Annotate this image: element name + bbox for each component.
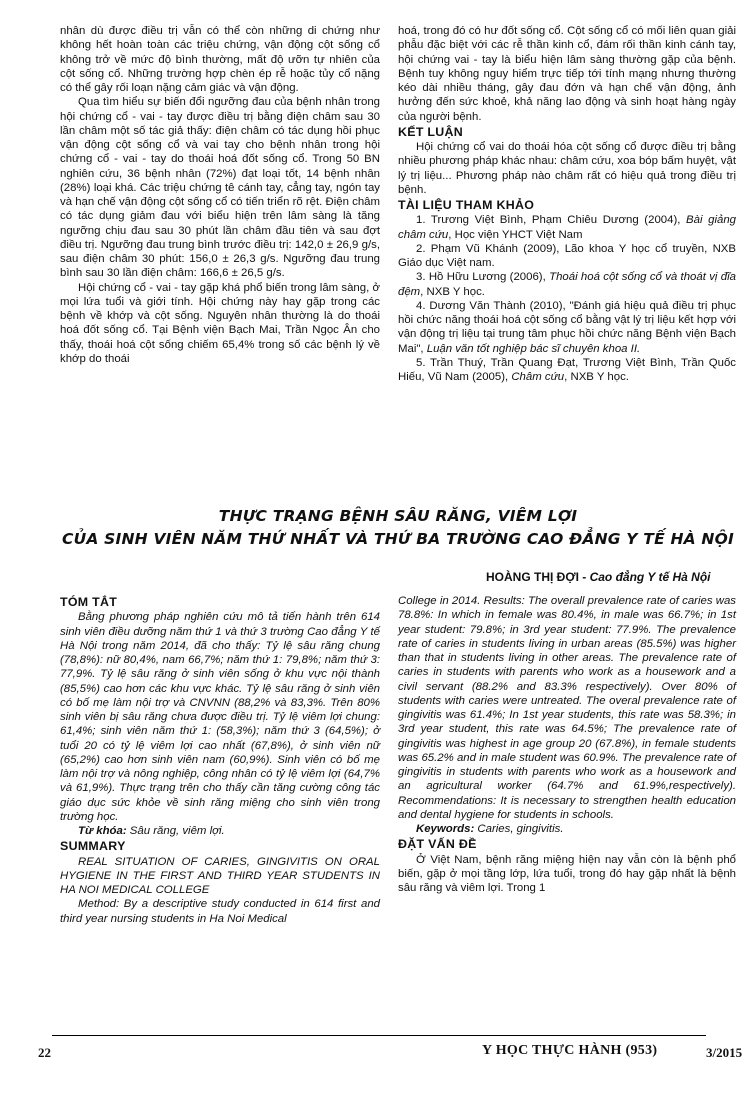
reference-item: 4. Dương Văn Thành (2010), "Đánh giá hiệu quả điều trị phục hồi chức năng thoái hoá cột sống cổ bằng vật lý trị liệu kết hợp với vận động trị liệu tại trung tâm phục hồi chức năng Bệnh viện Bạch Mai", Luận văn tốt nghiệp bác sĩ chuyên khoa II.	[398, 299, 736, 355]
author-line	[486, 570, 711, 584]
conclusion-heading: KẾT LUẬN	[398, 124, 464, 139]
keywords-vietnamese: Từ khóa: Sâu răng, viêm lợi.	[78, 825, 225, 837]
prev-article-left-column	[60, 24, 380, 366]
prev-paragraph-continued: hoá, trong đó có hư đốt sống cổ. Cột sống cổ có mối liên quan giải phẫu đặc biệt với các rễ thần kinh cổ, đám rối thần kinh cánh tay, hội chứng vai - tay là biểu hiện lâm sàng thường gặp của bệnh. Bệnh tuy không nguy hiểm trực tiếp tới tính mạng nhưng thường kéo dài nhiều tháng, gây đau đớn và hạn chế vận động, ảnh hưởng đến sức khoẻ, khả năng lao động và sinh hoạt hàng ngày của người bệnh.	[398, 25, 736, 123]
summary-heading: SUMMARY	[60, 839, 126, 854]
reference-list	[398, 213, 736, 384]
article-title-line-2: CỦA SINH VIÊN NĂM THỨ NHẤT VÀ THỨ BA TRƯỜNG CAO ĐẲNG Y TẾ HÀ NỘI	[62, 530, 734, 548]
article-title-line-1: THỰC TRẠNG BỆNH SÂU RĂNG, VIÊM LỢI	[218, 507, 578, 525]
author-name: HOÀNG THỊ ĐỢI -	[486, 570, 590, 584]
prev-paragraph: Hội chứng cổ - vai - tay gặp khá phổ biến trong lâm sàng, ở mọi lứa tuổi và giới tính. Hội chứng này hay gặp trong các bệnh về khớp và cột sống. Nguyên nhân thường là do thoái hoá đốt sống cổ. Tại Bệnh viện Bạch Mai, Trần Ngọc Ân cho thấy, thoái hoá cột sống chiếm 65,4% trong số các bệnh lý về khớp do thoái	[60, 281, 380, 365]
article-left-column	[60, 594, 380, 926]
english-title: REAL SITUATION OF CARIES, GINGIVITIS ON ORAL HYGIENE IN THE FIRST AND THIRD YEAR STUDENTS IN HA NOI MEDICAL COLLEGE	[60, 855, 380, 896]
keywords-english: Keywords: Caries, gingivitis.	[416, 823, 564, 835]
abstract-heading: TÓM TẮT	[60, 595, 118, 609]
page-number: 22	[38, 1045, 51, 1060]
article-right-column	[398, 594, 736, 895]
reference-item: 3. Hồ Hữu Lương (2006), Thoái hoá cột sống cổ và thoát vị đĩa đệm, NXB Y học.	[398, 271, 736, 298]
issue-number: 3/2015	[706, 1045, 743, 1060]
conclusion-text: Hội chứng cổ vai do thoái hóa cột sống cổ được điều trị bằng nhiều phương pháp khác nhau: châm cứu, xoa bóp bấm huyệt, vật lý trị liệu... Phương pháp nào châm rất có hiệu quả trong điều trị bệnh.	[398, 141, 736, 196]
author-affiliation: Cao đẳng Y tế Hà Nội	[589, 570, 711, 584]
prev-paragraph: Qua tìm hiểu sự biến đổi ngưỡng đau của bệnh nhân trong hội chứng cổ - vai - tay được điều trị bằng điện châm sau 30 lần châm một số tác giả thấy: điện châm có tác dụng hồi phục vận động cột sống cổ và vai tay cho bệnh nhân trong hội chứng cổ - vai - tay do thoái hoá đốt sống cổ. Trong 50 BN nghiên cứu, 36 bệnh nhân (72%) đạt loại tốt, 14 bệnh nhân (28%) loại khá. Các triệu chứng tê cánh tay, cẳng tay, ngón tay và hạn chế vận động cột sống cổ có tiến triển rõ rệt. Điện châm có tác dụng giảm đau với biểu hiện trên lâm sàng là tăng ngưỡng chịu đau sau 30 phút lần châm đầu tiên và sau đợt điều trị. Ngưỡng đau trung bình trước điều trị: 142,0 ± 26,9 g/s, sau điện châm 30 phút: 156,0 ± 26,3 g/s. Ngưỡng đau trung bình sau 30 lần điện châm: 166,6 ± 26,5 g/s.	[60, 96, 380, 280]
introduction-heading: ĐẶT VẤN ĐỀ	[398, 837, 477, 852]
english-method: Method: By a descriptive study conducted in 614 first and third year nursing students in Ha Noi Medical	[60, 898, 380, 925]
reference-item: 5. Trần Thuý, Trần Quang Đạt, Trương Việt Bình, Trần Quốc Hiếu, Vũ Nam (2005), Châm cứu, NXB Y học.	[398, 356, 736, 383]
prev-paragraph: nhân dù được điều trị vẫn có thể còn những di chứng như không hết hoàn toàn các triệu chứng, vận động cột sống cổ không trở về mức độ bình thường, mất độ ưỡn tự nhiên của cột sống cổ. Những trường hợp chèn ép rễ hoặc tủy cổ nặng có thể gây rối loạn nặng cảm giác và vận động.	[60, 25, 380, 94]
references-heading: TÀI LIỆU THAM KHẢO	[398, 198, 535, 212]
reference-item: 2. Phạm Vũ Khánh (2009), Lão khoa Y học cổ truyền, NXB Giáo dục Việt nam.	[398, 242, 736, 269]
prev-article-right-column	[398, 24, 736, 384]
introduction-text: Ở Việt Nam, bệnh răng miệng hiện nay vẫn còn là bệnh phổ biến, gặp ở mọi tầng lớp, lứa tuổi, trong đó hay gặp nhất là bệnh sâu răng và viêm lợi. Trong 1	[398, 853, 736, 894]
footer-rule	[52, 1035, 706, 1036]
abstract-vietnamese: Bằng phương pháp nghiên cứu mô tả tiến hành trên 614 sinh viên điều dưỡng năm thứ 1 và thứ 3 trường Cao đẳng Y tế Hà Nội trong năm 2014, đã cho thấy: Tỷ lệ sâu răng chung (78,8%): nữ 80,4%, nam 66,7%; năm thứ 1: 79,8%; năm thứ 3: 77,9%. Tỷ lệ sâu răng ở sinh viên sống ở khu vực nội thành (85,5%) cao hơn các khu vực khác. Tỷ lệ sâu răng ở sinh viên có bố mẹ làm nội trợ và CNVNN (88,2% và 83,3%. Trên 80% sinh viên bị sâu răng chưa được điều trị. Tỷ lệ viêm lợi chung: 61,4%; sinh viên năm thứ 1: (58,3%); năm thứ 3 (64,5%); ở tuổi 20 có tỷ lệ viêm lợi cao nhất (67,8%), ở sinh viên nữ (65,2%) cao hơn sinh viên nam (60,9%). Sinh viên có bố mẹ làm nội trợ và nông nghiệp, công nhân có tỷ lệ viêm lợi (64,7% và 61,9%). Thực trạng trên cho thấy cần tăng cường công tác giáo dục sức khỏe về sinh răng miệng cho sinh viên trong trường học.	[60, 611, 380, 823]
reference-item: 1. Trương Việt Bình, Phạm Chiêu Dương (2004), Bài giảng châm cứu, Học viện YHCT Việt Nam	[398, 214, 736, 241]
english-abstract-continued: College in 2014. Results: The overall prevalence rate of caries was 78.8%: In which in female was 80.4%, in male was 66.7%; in 1st year student: 79.8%; in 3rd year student: 77.9%. The prevalence rate of caries in students living in urban areas (85.5%) was higher than that in students living in other areas. The prevalence rate of caries in students with parents who work as a housework and a civil servant (88.2% and 83.3% respectively). Over 80% of students with caries were untreated. The overal prevalence rate of gingivitis was 61.4%; In 1st year students, this rate was 58.3%; in 3rd year student, this rate was 64.5%; The prevalence rate of gingivitis was highest in age group 20 (67.8%), in female students was 65.2% and in male student was 60.9%. The prevalence rate of gingivitis in students with parents who work as a housework and an agricultural worker (64.7% and 61.9%,respectively). Recommendations: It is necessary to strengthen health education and dental hygiene for students in schools.	[398, 595, 736, 821]
journal-name: Y HỌC THỰC HÀNH (953)	[482, 1043, 658, 1058]
